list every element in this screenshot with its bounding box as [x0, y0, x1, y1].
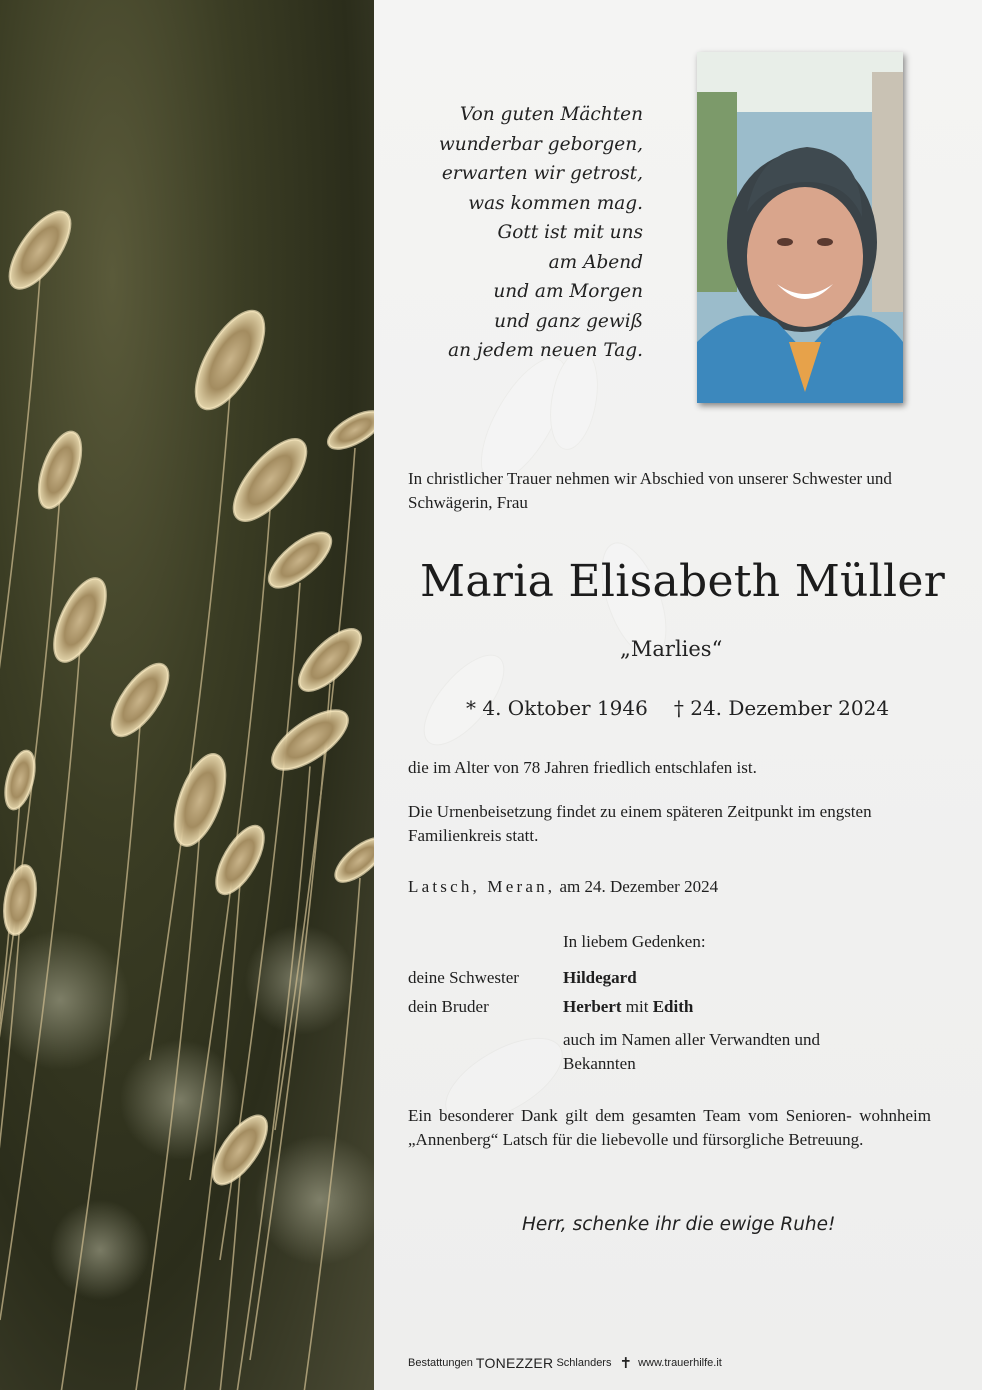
- bokeh-spot: [50, 1200, 150, 1300]
- poem-line: und ganz gewiß: [494, 310, 643, 332]
- grass-stem: [0, 277, 40, 950]
- poem-line: und am Morgen: [493, 281, 643, 302]
- mourner-relation: deine Schwester: [408, 968, 519, 987]
- mourner-partner: Edith: [652, 997, 694, 1016]
- grass-head: [44, 571, 116, 669]
- grass-head: [329, 831, 374, 889]
- grass-stem: [150, 393, 230, 1060]
- grass-head: [31, 427, 90, 514]
- grass-head: [323, 404, 374, 456]
- mourner-connector: mit: [625, 997, 649, 1016]
- funeral-text: Die Urnenbeisetzung findet zu einem späteren Zeitpunkt im engsten Familienkreis statt.: [408, 802, 872, 845]
- deceased-name: Maria Elisabeth Müller: [420, 556, 946, 607]
- poem-line: Von guten Mächten: [459, 104, 643, 125]
- grass-head: [0, 202, 81, 297]
- grass-head: [0, 748, 40, 812]
- footer-brand: TONEZZER: [475, 1355, 554, 1371]
- place-date-text: am 24. Dezember 2024: [559, 877, 719, 896]
- place-towns: Latsch, Meran,: [408, 877, 556, 896]
- grass-head: [0, 863, 41, 937]
- poem-line: erwarten wir getrost,: [441, 163, 643, 184]
- bokeh-spot: [120, 1040, 240, 1160]
- poem-line: was kommen mag.: [468, 192, 643, 214]
- nickname: „Marlies“: [620, 637, 723, 661]
- mourner-name: Hildegard: [563, 968, 637, 987]
- cross-logo-icon: ✝: [619, 1355, 633, 1372]
- portrait-photo: [697, 52, 903, 403]
- mourner-relation: dein Bruder: [408, 997, 489, 1016]
- grass-head: [165, 748, 236, 852]
- mourner-row: [408, 968, 637, 988]
- death-date: † 24. Dezember 2024: [673, 696, 890, 720]
- closing-prayer: Herr, schenke ihr die ewige Ruhe!: [522, 1214, 836, 1235]
- poem-line: Gott ist mit uns: [497, 222, 643, 243]
- footer-prefix: Bestattungen: [408, 1357, 473, 1369]
- poem-line: an jedem neuen Tag.: [448, 340, 643, 361]
- footer-website[interactable]: www.trauerhilfe.it: [638, 1357, 722, 1369]
- age-text: die im Alter von 78 Jahren friedlich entschlafen ist.: [408, 758, 757, 777]
- life-dates: [466, 696, 889, 720]
- footer: [408, 1354, 722, 1372]
- intro-text: In christlicher Trauer nehmen wir Abschied von unserer Schwester und Schwägerin, Frau: [408, 469, 892, 512]
- grass-photo: [0, 0, 374, 1390]
- mourner-name: Herbert: [563, 997, 622, 1016]
- footer-town: Schlanders: [556, 1357, 612, 1369]
- poem-line: wunderbar geborgen,: [438, 133, 643, 155]
- poem: [436, 100, 643, 366]
- birth-date: * 4. Oktober 1946: [466, 696, 648, 720]
- place-date: [408, 875, 718, 899]
- bokeh-spot: [0, 930, 130, 1070]
- bokeh-spot: [245, 925, 355, 1035]
- poem-line: am Abend: [548, 251, 643, 273]
- mourner-row: [408, 997, 693, 1017]
- thanks-text: Ein besonderer Dank gilt dem gesamten Team vom Senioren- wohnheim „Annenberg“ Latsch für die liebevolle und fürsorgliche Betreuung.: [408, 1106, 931, 1149]
- memory-heading: In liebem Gedenken:: [563, 932, 706, 951]
- also-text: auch im Namen aller Verwandten und Bekannten: [563, 1030, 820, 1073]
